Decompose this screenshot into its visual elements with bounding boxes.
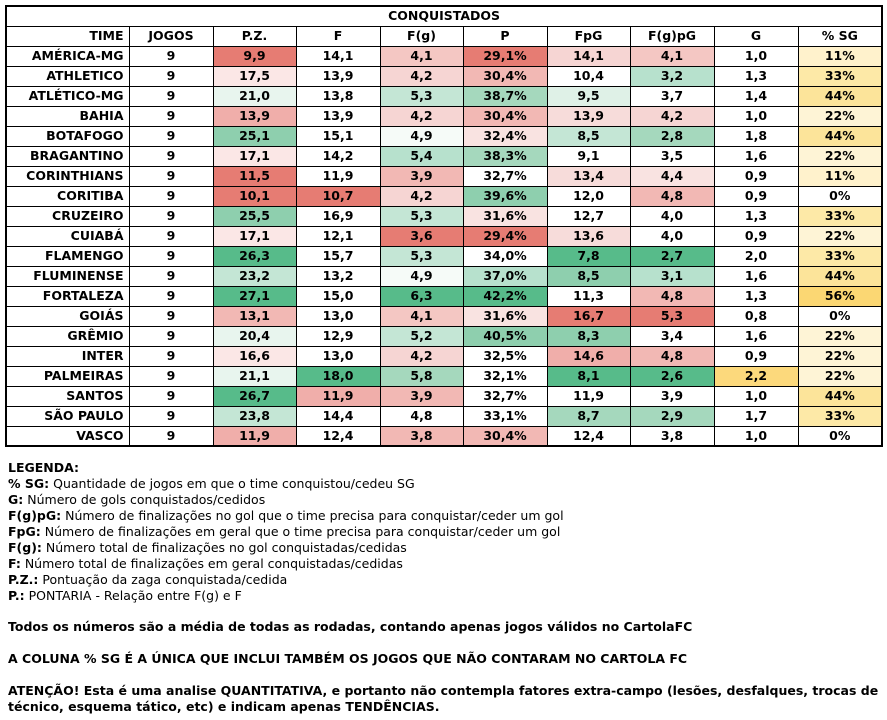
table-cell: 11,9 [296,386,380,406]
table-cell: 12,4 [296,426,380,446]
table-cell: 33% [798,206,882,226]
legend-item [8,492,880,508]
table-cell: 22% [798,146,882,166]
table-cell: 39,6% [463,186,547,206]
legend-description: Pontuação da zaga conquistada/cedida [38,572,288,587]
table-cell: 4,0 [630,206,714,226]
legend-item [8,476,880,492]
table-cell: 11,3 [547,286,630,306]
table-cell: 10,7 [296,186,380,206]
table-row [6,286,882,306]
team-name-cell: BOTAFOGO [6,126,129,146]
table-cell: 32,4% [463,126,547,146]
table-cell: 5,2 [380,326,463,346]
table-cell: 29,1% [463,46,547,66]
table-row [6,406,882,426]
table-cell: 14,6 [547,346,630,366]
table-row [6,66,882,86]
table-cell: 10,1 [213,186,296,206]
table-row [6,46,882,66]
table-cell: 3,9 [380,166,463,186]
table-cell: 5,4 [380,146,463,166]
table-cell: 20,4 [213,326,296,346]
table-cell: 3,4 [630,326,714,346]
table-cell: 9 [129,206,213,226]
table-cell: 40,5% [463,326,547,346]
table-cell: 26,3 [213,246,296,266]
table-cell: 4,4 [630,166,714,186]
table-cell: 13,8 [296,86,380,106]
table-cell: 22% [798,106,882,126]
table-cell: 11,9 [296,166,380,186]
table-cell: 3,7 [630,86,714,106]
table-cell: 1,6 [714,326,798,346]
table-row [6,426,882,446]
table-cell: 3,9 [380,386,463,406]
table-cell: 32,7% [463,386,547,406]
team-name-cell: VASCO [6,426,129,446]
table-cell: 9 [129,246,213,266]
table-cell: 3,8 [630,426,714,446]
table-cell: 12,4 [547,426,630,446]
table-cell: 26,7 [213,386,296,406]
legend-item [8,556,880,572]
legend-item [8,572,880,588]
legend-description: Número de finalizações no gol que o time precisa para conquistar/ceder um gol [61,508,564,523]
table-cell: 5,3 [630,306,714,326]
table-cell: 22% [798,366,882,386]
table-cell: 8,7 [547,406,630,426]
table-cell: 13,9 [213,106,296,126]
table-cell: 13,6 [547,226,630,246]
table-cell: 27,1 [213,286,296,306]
table-cell: 0,9 [714,186,798,206]
table-row [6,86,882,106]
table-cell: 15,7 [296,246,380,266]
legend [8,460,880,715]
table-cell: 38,3% [463,146,547,166]
table-cell: 30,4% [463,106,547,126]
legend-item [8,540,880,556]
table-cell: 7,8 [547,246,630,266]
legend-items [8,476,880,604]
table-cell: 11,5 [213,166,296,186]
table-cell: 11,9 [213,426,296,446]
table-cell: 9 [129,66,213,86]
column-header: F(g) [380,26,463,46]
table-cell: 22% [798,326,882,346]
table-cell: 16,9 [296,206,380,226]
table-cell: 1,0 [714,106,798,126]
team-name-cell: FLUMINENSE [6,266,129,286]
table-cell: 8,5 [547,266,630,286]
team-name-cell: PALMEIRAS [6,366,129,386]
table-row [6,346,882,366]
table-cell: 5,8 [380,366,463,386]
table-cell: 9 [129,266,213,286]
column-header: G [714,26,798,46]
table-cell: 8,5 [547,126,630,146]
table-cell: 9,1 [547,146,630,166]
table-row [6,206,882,226]
table-cell: 1,8 [714,126,798,146]
table-cell: 9 [129,426,213,446]
legend-description: Número de finalizações em geral que o time precisa para conquistar/ceder um gol [40,524,561,539]
legend-key: FpG: [8,524,41,539]
table-cell: 9 [129,166,213,186]
table-cell: 2,2 [714,366,798,386]
table-cell: 1,6 [714,266,798,286]
table-cell: 14,1 [296,46,380,66]
table-row [6,386,882,406]
table-cell: 18,0 [296,366,380,386]
table-cell: 22% [798,346,882,366]
team-name-cell: CORITIBA [6,186,129,206]
column-header: P.Z. [213,26,296,46]
table-cell: 13,9 [296,106,380,126]
table-cell: 13,9 [547,106,630,126]
table-cell: 8,3 [547,326,630,346]
legend-key: P.Z.: [8,572,39,587]
table-cell: 9 [129,326,213,346]
table-cell: 0% [798,426,882,446]
table-cell: 1,0 [714,426,798,446]
table-cell: 44% [798,266,882,286]
table-cell: 3,5 [630,146,714,166]
table-cell: 13,0 [296,306,380,326]
table-cell: 9 [129,406,213,426]
spreadsheet [5,5,883,447]
table-cell: 1,3 [714,286,798,306]
table-cell: 3,9 [630,386,714,406]
table-cell: 9 [129,126,213,146]
legend-key: F(g)pG: [8,508,62,523]
table-cell: 1,3 [714,206,798,226]
table-title: CONQUISTADOS [6,6,882,26]
table-cell: 11% [798,166,882,186]
table-cell: 33% [798,406,882,426]
column-header: FpG [547,26,630,46]
table-cell: 22% [798,226,882,246]
table-cell: 9 [129,306,213,326]
legend-key: % SG: [8,476,50,491]
table-cell: 9,9 [213,46,296,66]
table-cell: 9 [129,366,213,386]
table-cell: 14,4 [296,406,380,426]
table-cell: 17,5 [213,66,296,86]
table-cell: 38,7% [463,86,547,106]
table-cell: 4,2 [630,106,714,126]
legend-description: PONTARIA - Relação entre F(g) e F [24,588,242,603]
note-warning: ATENÇÃO! Esta é uma analise QUANTITATIVA, e portanto não contempla fatores extra-campo (lesões, desfalques, trocas de técnico, esquema tático, etc) e indicam apenas TENDÊNCIAS. [8,683,879,714]
table-cell: 9 [129,386,213,406]
table-cell: 1,6 [714,146,798,166]
table-cell: 0% [798,306,882,326]
team-name-cell: INTER [6,346,129,366]
legend-description: Número total de finalizações no gol conquistadas/cedidas [41,540,407,555]
team-name-cell: SÃO PAULO [6,406,129,426]
table-cell: 21,1 [213,366,296,386]
team-name-cell: AMÉRICA-MG [6,46,129,66]
legend-item [8,588,880,604]
legend-item [8,524,880,540]
column-header: % SG [798,26,882,46]
team-name-cell: CRUZEIRO [6,206,129,226]
table-row [6,266,882,286]
team-name-cell: ATHLETICO [6,66,129,86]
team-name-cell: GRÊMIO [6,326,129,346]
table-cell: 23,2 [213,266,296,286]
table-cell: 11% [798,46,882,66]
table-cell: 32,1% [463,366,547,386]
table-cell: 4,0 [630,226,714,246]
table-row [6,226,882,246]
table-cell: 2,8 [630,126,714,146]
table-cell: 30,4% [463,66,547,86]
table-cell: 15,0 [296,286,380,306]
table-cell: 12,9 [296,326,380,346]
table-cell: 9 [129,346,213,366]
note-sg-column: A COLUNA % SG É A ÚNICA QUE INCLUI TAMBÉM OS JOGOS QUE NÃO CONTARAM NO CARTOLA FC [8,651,688,666]
table-cell: 9,5 [547,86,630,106]
table-cell: 29,4% [463,226,547,246]
column-header: P [463,26,547,46]
table-cell: 44% [798,386,882,406]
team-name-cell: GOIÁS [6,306,129,326]
table-cell: 21,0 [213,86,296,106]
table-cell: 9 [129,46,213,66]
legend-description: Quantidade de jogos em que o time conquistou/cedeu SG [49,476,415,491]
stats-table [5,5,883,447]
table-header-row [6,26,882,46]
table-cell: 1,7 [714,406,798,426]
table-cell: 16,6 [213,346,296,366]
table-cell: 1,0 [714,386,798,406]
table-cell: 4,8 [380,406,463,426]
table-cell: 5,3 [380,246,463,266]
table-cell: 4,8 [630,346,714,366]
legend-item [8,508,880,524]
team-name-cell: FLAMENGO [6,246,129,266]
table-cell: 25,5 [213,206,296,226]
legend-key: P.: [8,588,25,603]
table-cell: 3,6 [380,226,463,246]
table-cell: 4,1 [380,306,463,326]
table-cell: 2,7 [630,246,714,266]
team-name-cell: CUIABÁ [6,226,129,246]
table-row [6,326,882,346]
table-cell: 13,1 [213,306,296,326]
table-cell: 0,9 [714,346,798,366]
table-cell: 33% [798,246,882,266]
table-row [6,186,882,206]
table-cell: 32,7% [463,166,547,186]
table-cell: 4,9 [380,126,463,146]
table-cell: 15,1 [296,126,380,146]
legend-description: Número de gols conquistados/cedidos [23,492,266,507]
column-header: TIME [6,26,129,46]
table-cell: 5,3 [380,206,463,226]
table-cell: 1,4 [714,86,798,106]
table-cell: 4,8 [630,286,714,306]
table-cell: 44% [798,126,882,146]
table-cell: 16,7 [547,306,630,326]
table-cell: 14,2 [296,146,380,166]
table-cell: 12,7 [547,206,630,226]
column-header: JOGOS [129,26,213,46]
table-row [6,246,882,266]
column-header: F(g)pG [630,26,714,46]
table-cell: 56% [798,286,882,306]
table-cell: 31,6% [463,306,547,326]
table-cell: 32,5% [463,346,547,366]
table-cell: 31,6% [463,206,547,226]
table-cell: 34,0% [463,246,547,266]
table-cell: 13,2 [296,266,380,286]
team-name-cell: BRAGANTINO [6,146,129,166]
table-cell: 17,1 [213,226,296,246]
table-cell: 4,1 [630,46,714,66]
table-row [6,306,882,326]
team-name-cell: BAHIA [6,106,129,126]
table-cell: 9 [129,226,213,246]
table-cell: 3,2 [630,66,714,86]
table-cell: 13,4 [547,166,630,186]
table-cell: 5,3 [380,86,463,106]
table-cell: 10,4 [547,66,630,86]
table-cell: 1,0 [714,46,798,66]
legend-key: F(g): [8,540,42,555]
table-cell: 13,0 [296,346,380,366]
table-cell: 2,6 [630,366,714,386]
note-averages: Todos os números são a média de todas as rodadas, contando apenas jogos válidos no CartolaFC [8,619,693,634]
table-cell: 1,3 [714,66,798,86]
table-cell: 4,2 [380,106,463,126]
table-cell: 13,9 [296,66,380,86]
table-cell: 11,9 [547,386,630,406]
team-name-cell: ATLÉTICO-MG [6,86,129,106]
table-cell: 4,2 [380,186,463,206]
table-cell: 12,0 [547,186,630,206]
table-row [6,366,882,386]
table-cell: 23,8 [213,406,296,426]
team-name-cell: CORINTHIANS [6,166,129,186]
table-cell: 4,1 [380,46,463,66]
table-cell: 2,0 [714,246,798,266]
table-cell: 0,9 [714,166,798,186]
table-cell: 9 [129,186,213,206]
table-row [6,126,882,146]
table-cell: 0% [798,186,882,206]
column-header: F [296,26,380,46]
table-row [6,146,882,166]
table-cell: 8,1 [547,366,630,386]
table-row [6,106,882,126]
table-cell: 3,1 [630,266,714,286]
table-cell: 4,8 [630,186,714,206]
legend-key: G: [8,492,24,507]
table-cell: 33,1% [463,406,547,426]
table-row [6,166,882,186]
team-name-cell: FORTALEZA [6,286,129,306]
table-cell: 9 [129,146,213,166]
table-cell: 30,4% [463,426,547,446]
table-cell: 4,2 [380,346,463,366]
table-cell: 37,0% [463,266,547,286]
table-cell: 9 [129,86,213,106]
legend-key: F: [8,556,21,571]
table-cell: 25,1 [213,126,296,146]
table-cell: 4,9 [380,266,463,286]
table-cell: 17,1 [213,146,296,166]
table-cell: 4,2 [380,66,463,86]
table-cell: 44% [798,86,882,106]
table-cell: 0,8 [714,306,798,326]
table-title-row [6,6,882,26]
table-cell: 9 [129,286,213,306]
table-cell: 3,8 [380,426,463,446]
table-cell: 9 [129,106,213,126]
table-cell: 6,3 [380,286,463,306]
table-cell: 14,1 [547,46,630,66]
legend-description: Número total de finalizações em geral conquistadas/cedidas [20,556,403,571]
table-cell: 2,9 [630,406,714,426]
team-name-cell: SANTOS [6,386,129,406]
table-cell: 33% [798,66,882,86]
table-cell: 0,9 [714,226,798,246]
table-cell: 42,2% [463,286,547,306]
table-cell: 12,1 [296,226,380,246]
legend-title: LEGENDA: [8,460,80,475]
